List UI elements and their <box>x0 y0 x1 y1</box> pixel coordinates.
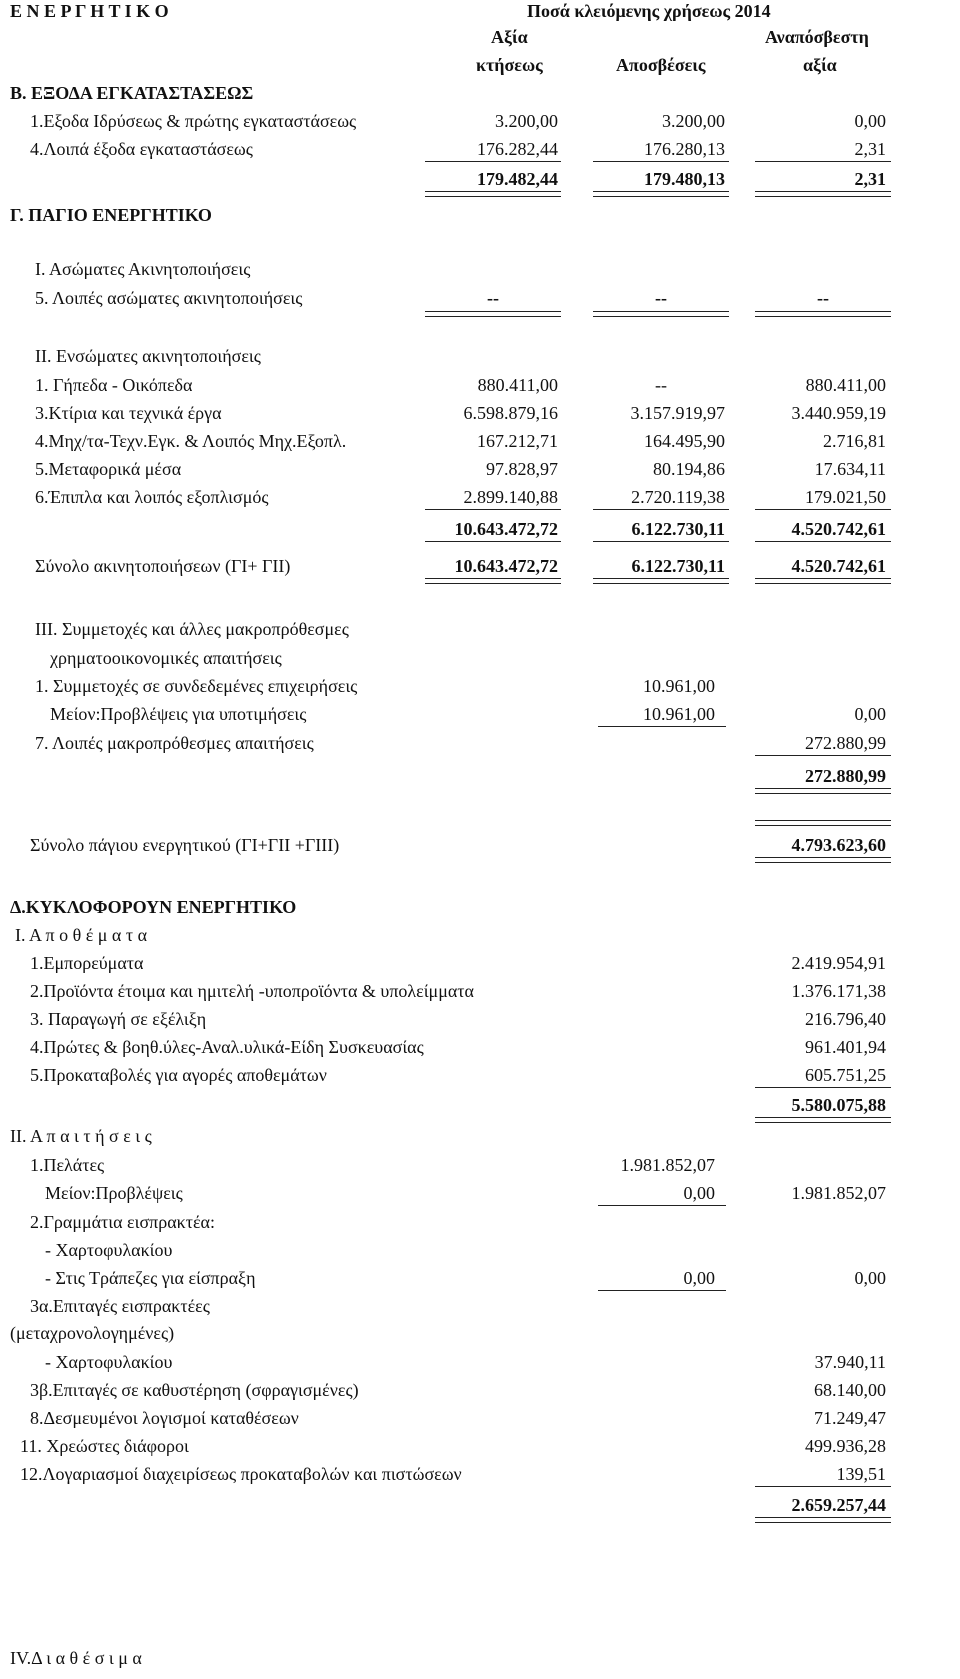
cell-depreciation: 0,00 <box>683 1268 715 1288</box>
double-underline <box>593 191 729 197</box>
row-label: 1. Συμμετοχές σε συνδεδεμένες επιχειρήσεις <box>35 676 358 696</box>
cash-heading: ΙV.Δ ι α θ έ σ ι μ α <box>10 1648 142 1668</box>
underline <box>593 509 729 510</box>
subtotal-acquisition: 10.643.472,72 <box>454 519 558 539</box>
underline <box>755 755 891 756</box>
row-label: 3α.Επιταγές εισπρακτέες <box>30 1296 210 1316</box>
page-title: Ε Ν Ε Ρ Γ Η Τ Ι Κ Ο <box>10 1 169 21</box>
row-label: 3. Παραγωγή σε εξέλιξη <box>30 1009 207 1029</box>
cell-net-value: 880.411,00 <box>805 375 886 395</box>
row-label: 3.Κτίρια και τεχνικά έργα <box>35 403 222 423</box>
cell-acquisition: 6.598.879,16 <box>463 403 558 423</box>
underline <box>425 541 561 542</box>
row-label: - Χαρτοφυλακίου <box>45 1352 173 1372</box>
cell-depreciation: -- <box>655 288 667 308</box>
row-label: 4.Πρώτες & βοηθ.ύλες-Αναλ.υλικά-Είδη Συσκευασίας <box>30 1037 424 1057</box>
underline <box>755 1486 891 1487</box>
row-label: - Στις Τράπεζες για είσπραξη <box>45 1268 256 1288</box>
subtotal-net-value: 4.520.742,61 <box>791 519 886 539</box>
cell-net-value: 2,31 <box>854 139 886 159</box>
cell-net-value: 216.796,40 <box>805 1009 886 1029</box>
row-label: 5. Λοιπές ασώματες ακινητοποιήσεις <box>35 288 303 308</box>
total-fixed-assets: 4.793.623,60 <box>791 835 886 855</box>
subtotal-depreciation: 6.122.730,11 <box>631 519 725 539</box>
row-label: 4.Λοιπά έξοδα εγκαταστάσεως <box>30 139 253 159</box>
financial-heading-line2: χρηματοοικονομικές απαιτήσεις <box>50 648 282 668</box>
cell-net-value: 272.880,99 <box>805 733 886 753</box>
underline <box>598 1290 726 1291</box>
cell-net-value: 499.936,28 <box>805 1436 886 1456</box>
receivables-total: 2.659.257,44 <box>791 1495 886 1515</box>
double-underline <box>755 1517 891 1523</box>
financial-heading-line1: ΙΙΙ. Συμμετοχές και άλλες μακροπρόθεσμες <box>35 619 349 639</box>
double-underline <box>755 311 891 317</box>
total-acquisition: 10.643.472,72 <box>454 556 558 576</box>
cell-net-value: 68.140,00 <box>814 1380 886 1400</box>
cell-acquisition: -- <box>487 288 499 308</box>
cell-net-value: 0,00 <box>854 704 886 724</box>
underline <box>425 161 561 162</box>
receivables-heading: ΙΙ. Α π α ι τ ή σ ε ι ς <box>10 1126 152 1146</box>
underline <box>593 161 729 162</box>
row-label: 1. Γήπεδα - Οικόπεδα <box>35 375 193 395</box>
double-underline <box>755 1117 891 1123</box>
row-label: 11. Χρεώστες διάφοροι <box>20 1436 189 1456</box>
cell-net-value: 961.401,94 <box>805 1037 886 1057</box>
double-underline <box>425 191 561 197</box>
row-label: - Χαρτοφυλακίου <box>45 1240 173 1260</box>
row-label: 12.Λογαριασμοί διαχειρίσεως προκαταβολών και πιστώσεων <box>20 1464 462 1484</box>
section-b-heading: Β. ΕΞΟΔΑ ΕΓΚΑΤΑΣΤΑΣΕΩΣ <box>10 83 254 103</box>
row-label: Μείον:Προβλέψεις <box>45 1183 183 1203</box>
double-underline <box>755 578 891 584</box>
section-g-heading: Γ. ΠΑΓΙΟ ΕΝΕΡΓΗΤΙΚΟ <box>10 205 212 225</box>
fixed-assets-total-label: Σύνολο ακινητοποιήσεων (ΓΙ+ ΓΙΙ) <box>35 556 291 576</box>
row-label: 1.Πελάτες <box>30 1155 105 1175</box>
cell-depreciation: 3.157.919,97 <box>630 403 725 423</box>
cell-net-value: 17.634,11 <box>814 459 886 479</box>
cell-net-value: 2.716,81 <box>823 431 886 451</box>
col2-header: Αποσβέσεις <box>616 55 706 75</box>
cell-depreciation: 0,00 <box>683 1183 715 1203</box>
col3-header-line1: Αναπόσβεστη <box>765 27 869 47</box>
double-underline <box>425 311 561 317</box>
cell-net-value: 1.981.852,07 <box>791 1183 886 1203</box>
total-net-value: 4.520.742,61 <box>791 556 886 576</box>
row-label: 7. Λοιπές μακροπρόθεσμες απαιτήσεις <box>35 733 314 753</box>
row-label: 3β.Επιταγές σε καθυστέρηση (σφραγισμένες) <box>30 1380 359 1400</box>
inventory-heading: Ι. Α π ο θ έ μ α τ α <box>15 925 148 945</box>
period-heading: Ποσά κλειόμενης χρήσεως 2014 <box>527 1 771 21</box>
row-label: 1.Εξοδα Ιδρύσεως & πρώτης εγκαταστάσεως <box>30 111 357 131</box>
cell-net-value: 1.376.171,38 <box>791 981 886 1001</box>
underline <box>425 509 561 510</box>
row-label: 4.Μηχ/τα-Τεχν.Εγκ. & Λοιπός Μηχ.Εξοπλ. <box>35 431 347 451</box>
double-underline <box>755 788 891 794</box>
cell-net-value: 2.419.954,91 <box>791 953 886 973</box>
row-label: 2.Προϊόντα έτοιμα και ημιτελή -υποπροϊόντα & υπολείμματα <box>30 981 474 1001</box>
total-depreciation: 6.122.730,11 <box>631 556 725 576</box>
cell-depreciation: 164.495,90 <box>644 431 725 451</box>
col1-header-line2: κτήσεως <box>476 55 543 75</box>
cell-net-value: 37.940,11 <box>814 1352 886 1372</box>
underline <box>598 1205 726 1206</box>
total-acquisition: 179.482,44 <box>477 169 558 189</box>
cell-acquisition: 97.828,97 <box>486 459 558 479</box>
cell-net-value: 605.751,25 <box>805 1065 886 1085</box>
row-label: 6.Έπιπλα και λοιπός εξοπλισμός <box>35 487 269 507</box>
cell-depreciation: 80.194,86 <box>653 459 725 479</box>
intangible-heading: Ι. Ασώματες Ακινητοποιήσεις <box>35 259 251 279</box>
row-label: 1.Εμπορεύματα <box>30 953 144 973</box>
total-net-value: 2,31 <box>854 169 886 189</box>
col3-header-line2: αξία <box>803 55 837 75</box>
cell-depreciation: 176.280,13 <box>644 139 725 159</box>
total-fixed-assets-label: Σύνολο πάγιου ενεργητικού (ΓΙ+ΓΙΙ +ΓΙΙΙ) <box>30 835 340 855</box>
underline <box>755 161 891 162</box>
cell-acquisition: 176.282,44 <box>477 139 558 159</box>
cell-acquisition: 3.200,00 <box>495 111 558 131</box>
row-label: 5.Μεταφορικά μέσα <box>35 459 182 479</box>
cell-net-value: 179.021,50 <box>805 487 886 507</box>
underline <box>598 726 726 727</box>
cell-acquisition: 167.212,71 <box>477 431 558 451</box>
inventory-total: 5.580.075,88 <box>791 1095 886 1115</box>
cell-net-value: 0,00 <box>854 111 886 131</box>
cell-depreciation: 2.720.119,38 <box>631 487 725 507</box>
underline <box>593 541 729 542</box>
double-underline <box>755 191 891 197</box>
cell-net-value: 71.249,47 <box>814 1408 886 1428</box>
row-label: 5.Προκαταβολές για αγορές αποθεμάτων <box>30 1065 327 1085</box>
underline <box>755 1087 891 1088</box>
underline <box>755 541 891 542</box>
tangible-heading: ΙΙ. Ενσώματες ακινητοποιήσεις <box>35 346 261 366</box>
cell-net-value: 3.440.959,19 <box>791 403 886 423</box>
cell-depreciation: 3.200,00 <box>662 111 725 131</box>
cell-depreciation: -- <box>655 375 667 395</box>
cell-acquisition: 2.899.140,88 <box>463 487 558 507</box>
double-underline <box>755 857 891 863</box>
cell-net-value: 139,51 <box>836 1464 886 1484</box>
cell-acquisition: 880.411,00 <box>477 375 558 395</box>
col1-header-line1: Αξία <box>491 27 528 47</box>
double-underline <box>425 578 561 584</box>
cell-net-value: 0,00 <box>854 1268 886 1288</box>
cell-net-value: -- <box>817 288 829 308</box>
underline <box>755 509 891 510</box>
double-underline <box>593 311 729 317</box>
section-d-heading: Δ.ΚΥΚΛΟΦΟΡΟΥΝ ΕΝΕΡΓΗΤΙΚΟ <box>10 897 297 917</box>
row-label: 8.Δεσμευμένοι λογισμοί καταθέσεων <box>30 1408 299 1428</box>
cell-depreciation: 1.981.852,07 <box>620 1155 715 1175</box>
double-underline <box>755 820 891 826</box>
cell-depreciation: 10.961,00 <box>643 676 715 696</box>
cell-depreciation: 10.961,00 <box>643 704 715 724</box>
total-depreciation: 179.480,13 <box>644 169 725 189</box>
financial-subtotal: 272.880,99 <box>805 766 886 786</box>
row-label: 2.Γραμμάτια εισπρακτέα: <box>30 1212 215 1232</box>
row-label: Μείον:Προβλέψεις για υποτιμήσεις <box>50 704 307 724</box>
row-label: (μεταχρονολογημένες) <box>10 1323 175 1343</box>
double-underline <box>593 578 729 584</box>
